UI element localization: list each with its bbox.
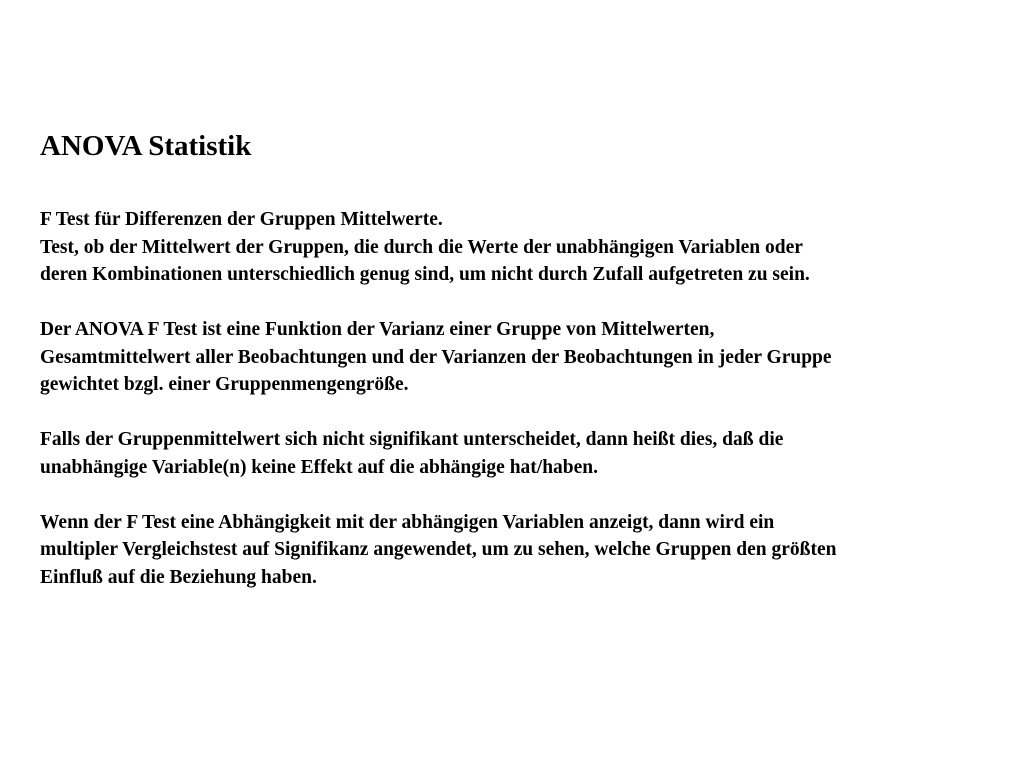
- text-line: Der ANOVA F Test ist eine Funktion der Varianz einer Gruppe von Mittelwerten,: [40, 319, 715, 340]
- text-line: Gesamtmittelwert aller Beobachtungen und der Varianzen der Beobachtungen in jeder Gruppe: [40, 346, 832, 368]
- paragraph-multiple-comparison: [40, 509, 990, 592]
- text-line: gewichtet bzgl. einer Gruppenmengengröße.: [40, 374, 409, 395]
- text-line: Wenn der F Test eine Abhängigkeit mit der abhängigen Variablen anzeigt, dann wird ein: [40, 511, 775, 533]
- paragraph-variance: [40, 316, 990, 399]
- text-line: multipler Vergleichstest auf Signifikanz angewendet, um zu sehen, welche Gruppen den größten: [40, 539, 837, 560]
- text-line: unabhängige Variable(n) keine Effekt auf die abhängige hat/haben.: [40, 456, 599, 478]
- paragraph-no-effect: [40, 426, 990, 481]
- text-line: F Test für Differenzen der Gruppen Mittelwerte.: [40, 209, 443, 230]
- slide-body: [40, 206, 990, 591]
- slide-title: ANOVA Statistik: [40, 130, 252, 162]
- text-line: deren Kombinationen unterschiedlich genug sind, um nicht durch Zufall aufgetreten zu sein.: [40, 264, 810, 285]
- text-line: Test, ob der Mittelwert der Gruppen, die durch die Werte der unabhängigen Variablen oder: [40, 236, 803, 258]
- text-line: Falls der Gruppenmittelwert sich nicht signifikant unterscheidet, dann heißt dies, daß die: [40, 429, 784, 450]
- paragraph-f-test: [40, 206, 990, 289]
- text-line: Einfluß auf die Beziehung haben.: [40, 566, 317, 588]
- slide: [40, 126, 990, 619]
